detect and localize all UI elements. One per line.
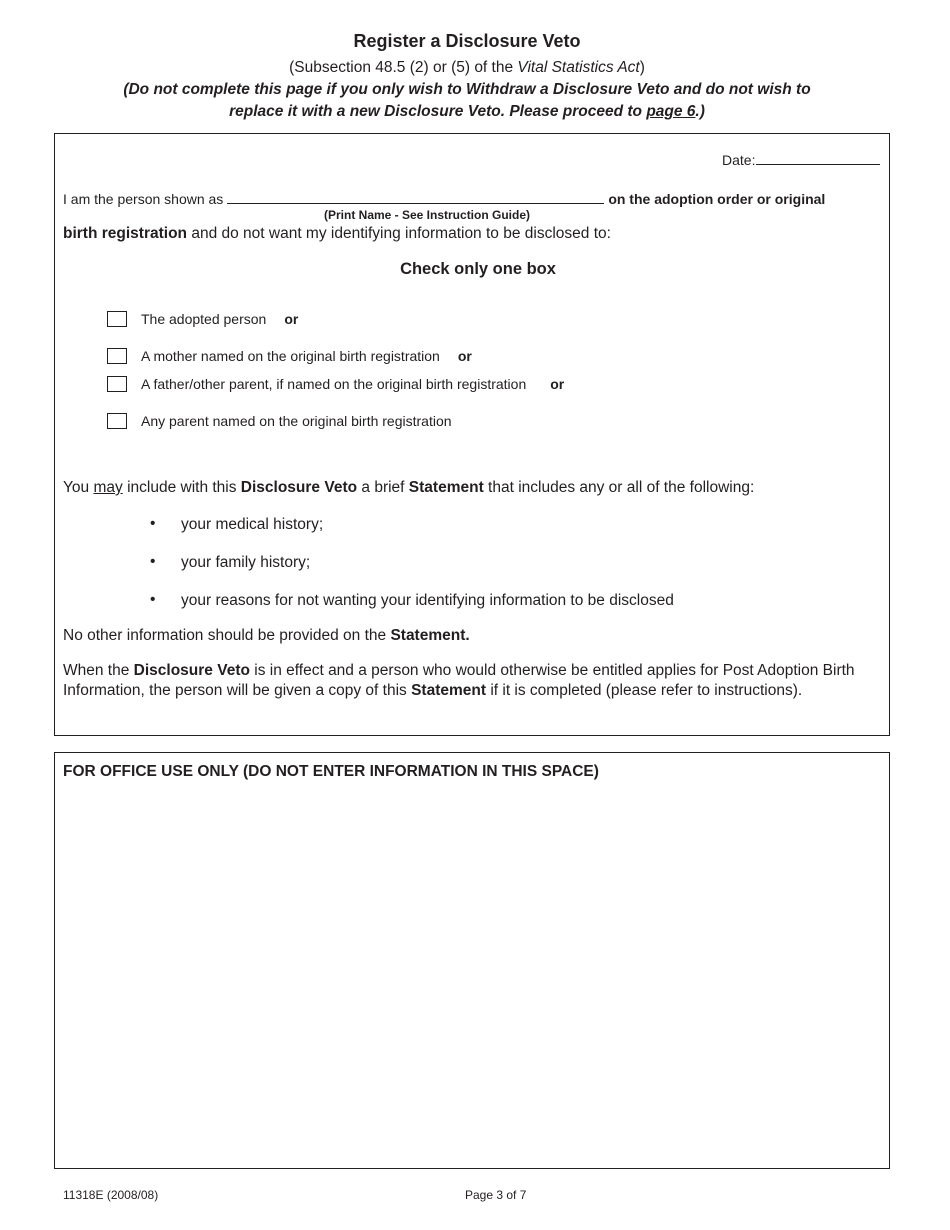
bullet-reasons: your reasons for not wanting your identifying information to be disclosed (181, 592, 674, 609)
subtitle (0, 59, 934, 77)
act-name: Vital Statistics Act (517, 59, 640, 76)
option-label: A father/other parent, if named on the original birth registration (141, 376, 527, 392)
bullet-medical-history: your medical history; (181, 516, 324, 533)
birth-registration-text (63, 225, 611, 243)
may-part: include with this (122, 479, 241, 496)
option-any-parent (141, 413, 452, 429)
iam-suffix: on the adoption order or original (608, 191, 826, 207)
bullet-family-history: your family history; (181, 554, 311, 571)
date-label: Date: (722, 152, 756, 168)
note-line-2-suffix: .) (695, 103, 705, 120)
when-part: if it is completed (please refer to instructions). (486, 682, 803, 699)
no-other-info (63, 627, 470, 645)
date-input[interactable] (756, 150, 880, 165)
print-name-hint: (Print Name - See Instruction Guide) (323, 208, 531, 222)
bullet-dot: • (150, 591, 156, 608)
option-label: A mother named on the original birth registration (141, 348, 440, 364)
may-bold: Disclosure Veto (240, 479, 358, 496)
option-or: or (284, 311, 299, 327)
option-label: Any parent named on the original birth registration (141, 413, 452, 429)
veto-form-box (54, 133, 890, 736)
note-line-2-prefix: replace it with a new Disclosure Veto. Please proceed to (229, 103, 647, 120)
when-bold: Statement (411, 682, 487, 699)
may-part: that includes any or all of the following: (483, 479, 755, 496)
checkbox-any-parent[interactable] (107, 413, 127, 429)
checkbox-adopted-person[interactable] (107, 311, 127, 327)
statement-intro (63, 479, 754, 497)
when-part: When the (63, 662, 134, 679)
date-field (722, 150, 880, 168)
when-in-effect-paragraph (63, 661, 883, 701)
name-input[interactable] (227, 189, 604, 204)
option-or: or (550, 376, 565, 392)
may-underlined: may (93, 479, 123, 496)
subtitle-prefix: (Subsection 48.5 (2) or (5) of the (289, 59, 518, 76)
note-line-2 (90, 101, 844, 123)
office-use-heading: FOR OFFICE USE ONLY (DO NOT ENTER INFORMATION IN THIS SPACE) (63, 763, 599, 780)
check-one-heading: Check only one box (400, 260, 556, 278)
page-6-link[interactable]: page 6 (646, 103, 696, 120)
instruction-note (90, 79, 844, 123)
checkbox-father[interactable] (107, 376, 127, 392)
may-bold: Statement (408, 479, 484, 496)
option-or: or (457, 348, 472, 364)
when-part: is in effect and a person who would otherwise be entitled applies for Post Adoption Birth Information, the person will be given a copy of this (63, 662, 855, 699)
page-number: Page 3 of 7 (465, 1188, 527, 1202)
birthreg-bold: birth registration (63, 225, 188, 242)
option-mother (141, 348, 472, 364)
noother-part: No other information should be provided on the (63, 627, 391, 644)
option-adopted-person (141, 311, 298, 327)
option-father (141, 376, 564, 392)
option-label: The adopted person (141, 311, 267, 327)
identity-statement (63, 189, 825, 207)
when-bold: Disclosure Veto (133, 662, 250, 679)
form-code: 11318E (2008/08) (63, 1188, 159, 1202)
may-part: a brief (357, 479, 409, 496)
office-use-box (54, 752, 890, 1169)
noother-bold: Statement. (390, 627, 470, 644)
iam-prefix: I am the person shown as (63, 191, 224, 207)
birthreg-rest: and do not want my identifying information to be disclosed to: (187, 225, 611, 242)
page-title: Register a Disclosure Veto (353, 31, 581, 51)
bullet-dot: • (150, 515, 156, 532)
subtitle-suffix: ) (639, 59, 645, 76)
checkbox-mother[interactable] (107, 348, 127, 364)
note-line-1: (Do not complete this page if you only wish to Withdraw a Disclosure Veto and do not wish to (123, 81, 811, 98)
may-part: You (63, 479, 94, 496)
bullet-dot: • (150, 553, 156, 570)
